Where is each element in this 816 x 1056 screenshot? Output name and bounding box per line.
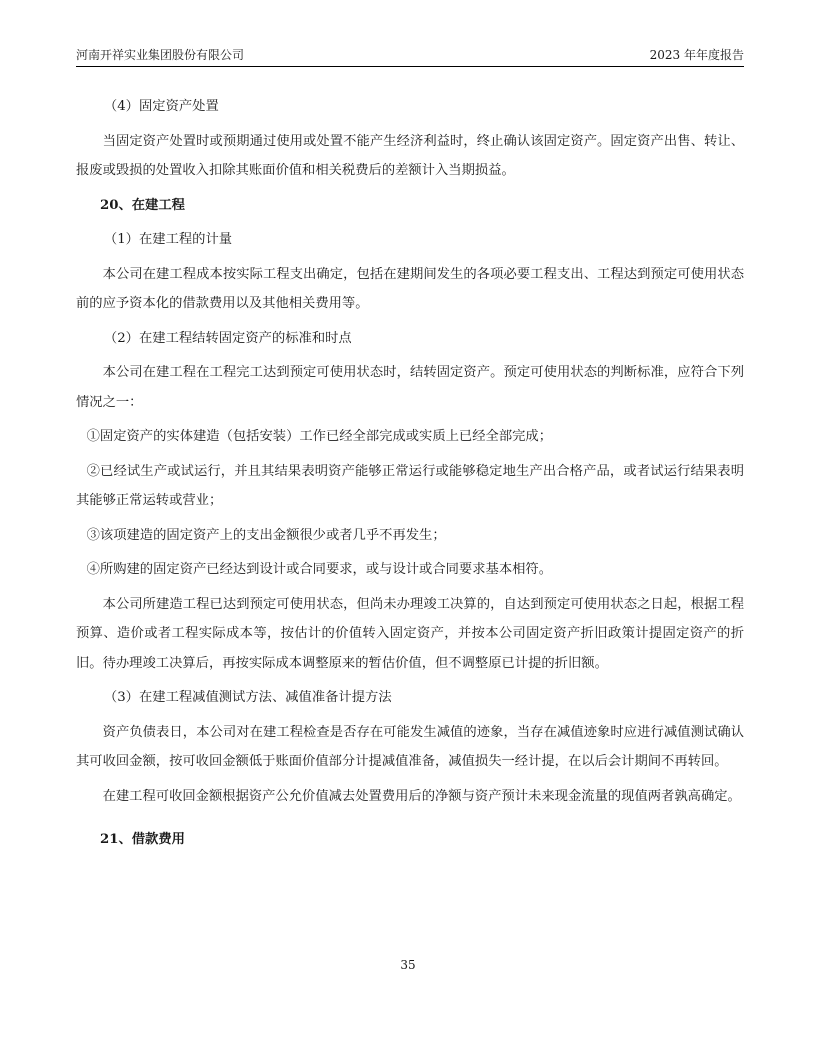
- paragraph: 在建工程可收回金额根据资产公允价值减去处置费用后的净额与资产预计未来现金流量的现值两者孰高确定。: [102, 788, 741, 804]
- subsection-title: （1）在建工程的计量: [103, 232, 233, 247]
- document-body: [76, 92, 744, 860]
- paragraph: 当固定资产处置时或预期通过使用或处置不能产生经济利益时，终止确认该固定资产。固定资产出售、转让、报废或毁损的处置收入扣除其账面价值和相关税费后的差额计入当期损益。: [76, 133, 744, 178]
- paragraph: 本公司在建工程成本按实际工程支出确定，包括在建期间发生的各项必要工程支出、工程达到预定可使用状态前的应予资本化的借款费用以及其他相关费用等。: [76, 266, 744, 311]
- list-item: ①固定资产的实体建造（包括安装）工作已经全部完成或实质上已经全部完成；: [86, 429, 553, 444]
- paragraph: 本公司在建工程在工程完工达到预定可使用状态时，结转固定资产。预定可使用状态的判断标准，应符合下列情况之一：: [76, 365, 744, 410]
- page-number: 35: [400, 958, 416, 972]
- list-item: ④所购建的固定资产已经达到设计或合同要求，或与设计或合同要求基本相符。: [86, 562, 553, 577]
- list-item: ③该项建造的固定资产上的支出金额很少或者几乎不再发生；: [86, 527, 446, 543]
- paragraph: 资产负债表日，本公司对在建工程检查是否存在可能发生减值的迹象，当存在减值迹象时应进行减值测试确认其可收回金额，按可收回金额低于账面价值部分计提减值准备，减值损失一经计提，在以后会计期间不再转回。: [76, 724, 744, 769]
- paragraph: 本公司所建造工程已达到预定可使用状态，但尚未办理竣工决算的，自达到预定可使用状态之日起，根据工程预算、造价或者工程实际成本等，按估计的价值转入固定资产，并按本公司固定资产折旧政策计提固定资产的折旧。待办理竣工决算后，再按实际成本调整原来的暂估价值，但不调整原已计提的折旧额。: [76, 596, 744, 671]
- section-heading: 21、借款费用: [99, 832, 185, 847]
- subsection-title: （2）在建工程结转固定资产的标准和时点: [103, 330, 352, 346]
- subsection-title: （4）固定资产处置: [103, 99, 219, 114]
- section-heading: 20、在建工程: [99, 197, 185, 213]
- header-company: 河南开祥实业集团股份有限公司: [76, 48, 245, 62]
- subsection-title: （3）在建工程减值测试方法、减值准备计提方法: [103, 690, 392, 705]
- list-item: ②已经试生产或试运行，并且其结果表明资产能够正常运行或能够稳定地生产出合格产品，或者试运行结果表明其能够正常运转或营业；: [76, 463, 744, 508]
- header-report-title: 2023 年年度报告: [649, 48, 744, 62]
- page-header: [76, 47, 744, 67]
